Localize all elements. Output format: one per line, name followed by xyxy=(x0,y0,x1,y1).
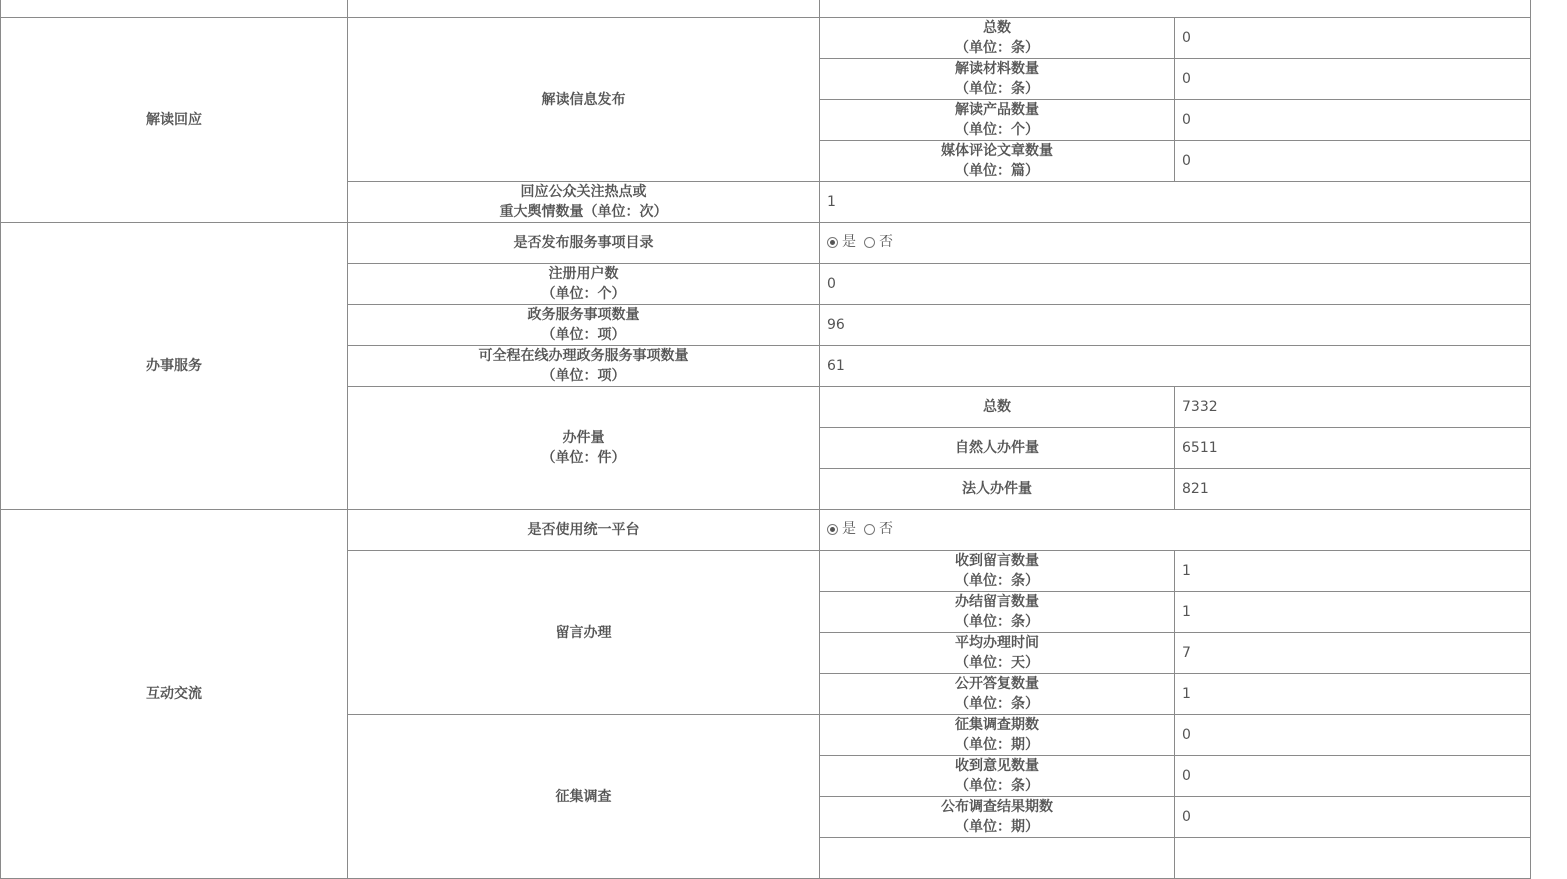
row-value: 7332 xyxy=(1175,387,1531,428)
row-label: 媒体评论文章数量 （单位：篇） xyxy=(820,141,1175,182)
row-value: 1 xyxy=(1175,592,1531,633)
platform-yes-label: 是 xyxy=(842,521,856,538)
catalog-no-label: 否 xyxy=(879,234,893,251)
row-value: 0 xyxy=(1175,59,1531,100)
row-value: 7 xyxy=(1175,633,1531,674)
row-label: 解读产品数量 （单位：个） xyxy=(820,100,1175,141)
messages-label: 留言办理 xyxy=(348,551,820,715)
row-value: 6511 xyxy=(1175,428,1531,469)
row-label: 收到留言数量 （单位：条） xyxy=(820,551,1175,592)
items-label: 政务服务事项数量 （单位：项） xyxy=(348,305,820,346)
row-value: 0 xyxy=(1175,100,1531,141)
row-value: 0 xyxy=(1175,18,1531,59)
top-blank-cell xyxy=(1,0,348,18)
row-value: 821 xyxy=(1175,469,1531,510)
online-label: 可全程在线办理政务服务事项数量 （单位：项） xyxy=(348,346,820,387)
row-value: 0 xyxy=(1175,797,1531,838)
top-label-cell xyxy=(348,0,820,18)
row-value: 0 xyxy=(1175,756,1531,797)
users-label: 注册用户数 （单位：个） xyxy=(348,264,820,305)
row-label: 收到意见数量 （单位：条） xyxy=(820,756,1175,797)
hotspot-value: 1 xyxy=(820,182,1531,223)
row-label: 解读材料数量 （单位：条） xyxy=(820,59,1175,100)
row-label: 自然人办件量 xyxy=(820,428,1175,469)
row-label: 办结留言数量 （单位：条） xyxy=(820,592,1175,633)
row-value: 1 xyxy=(1175,551,1531,592)
catalog-yes-label: 是 xyxy=(842,234,856,251)
online-value: 61 xyxy=(820,346,1531,387)
platform-yes-radio[interactable] xyxy=(827,524,838,535)
table-row-top xyxy=(1,0,1531,18)
row-label: 平均办理时间 （单位：天） xyxy=(820,633,1175,674)
row-value: 0 xyxy=(1175,141,1531,182)
platform-no-label: 否 xyxy=(879,521,893,538)
row-label: 总数 xyxy=(820,387,1175,428)
catalog-radio-cell xyxy=(820,223,1531,264)
hotspot-label: 回应公众关注热点或 重大舆情数量（单位：次） xyxy=(348,182,820,223)
jiedu-publish-label: 解读信息发布 xyxy=(348,18,820,182)
users-value: 0 xyxy=(820,264,1531,305)
volume-label: 办件量 （单位：件） xyxy=(348,387,820,510)
platform-label: 是否使用统一平台 xyxy=(348,510,820,551)
catalog-no-radio[interactable] xyxy=(864,237,875,248)
row-value: 0 xyxy=(1175,715,1531,756)
survey-label: 征集调查 xyxy=(348,715,820,879)
section-hudong-jiaoliu: 互动交流 xyxy=(1,510,348,879)
row-label: 法人办件量 xyxy=(820,469,1175,510)
row-label: 公开答复数量 （单位：条） xyxy=(820,674,1175,715)
row-value-cutoff xyxy=(1175,838,1531,879)
catalog-yes-radio[interactable] xyxy=(827,237,838,248)
section-jiedu-huiying: 解读回应 xyxy=(1,18,348,223)
top-value-cell xyxy=(820,0,1531,18)
row-value: 1 xyxy=(1175,674,1531,715)
row-label: 公布调查结果期数 （单位：期） xyxy=(820,797,1175,838)
table-row xyxy=(1,223,1531,264)
table-row xyxy=(1,18,1531,59)
section-banshi-fuwu: 办事服务 xyxy=(1,223,348,510)
table-row xyxy=(1,510,1531,551)
row-label: 征集调查期数 （单位：期） xyxy=(820,715,1175,756)
platform-radio-cell xyxy=(820,510,1531,551)
row-label: 总数 （单位：条） xyxy=(820,18,1175,59)
items-value: 96 xyxy=(820,305,1531,346)
catalog-label: 是否发布服务事项目录 xyxy=(348,223,820,264)
row-label-cutoff xyxy=(820,838,1175,879)
platform-no-radio[interactable] xyxy=(864,524,875,535)
